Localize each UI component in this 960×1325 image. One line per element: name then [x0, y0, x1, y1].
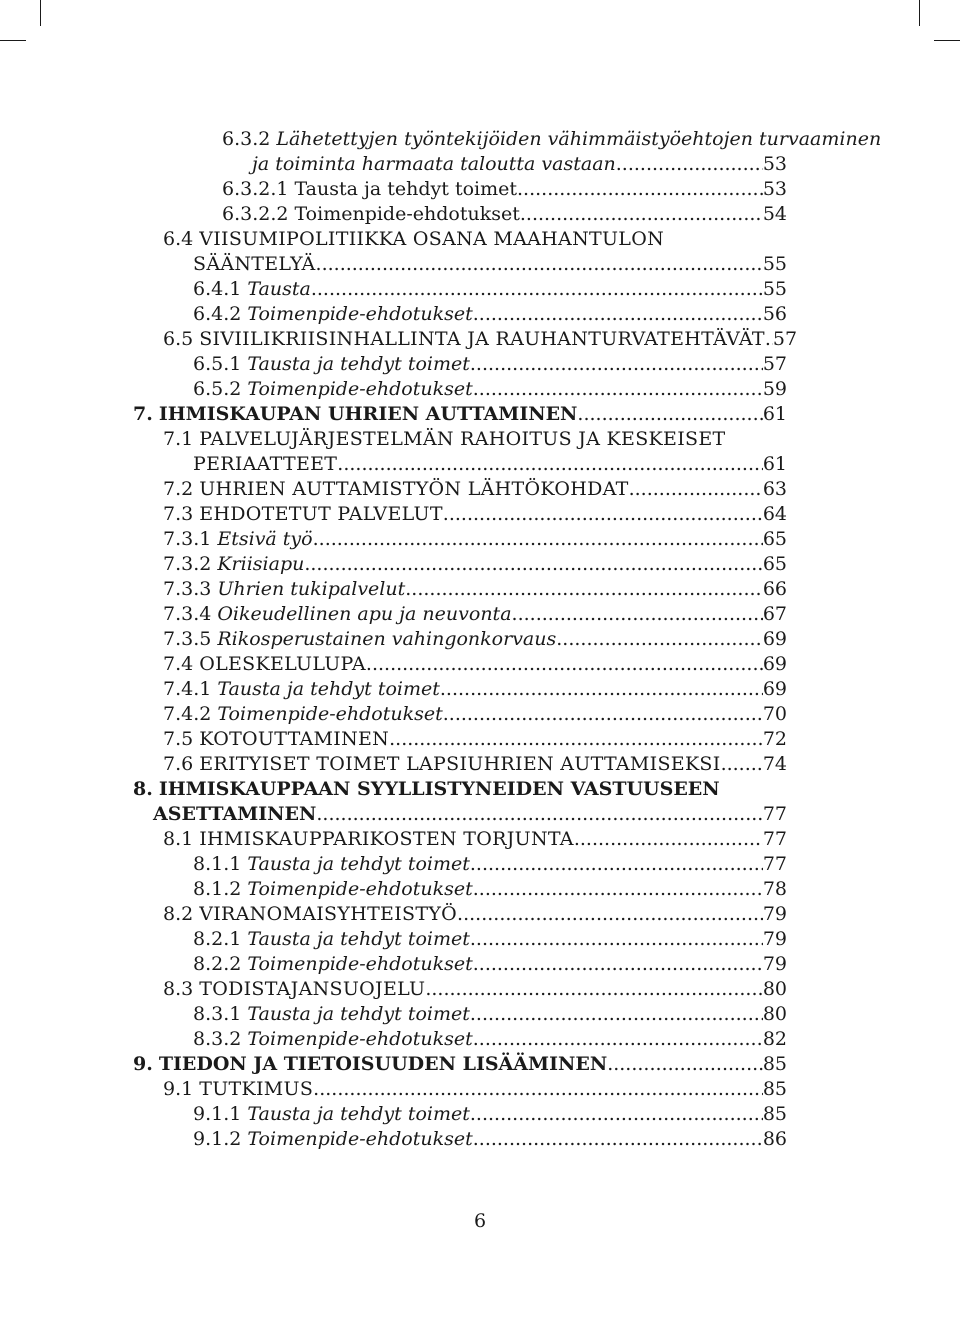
toc-entry-page: 77 [762, 853, 787, 875]
toc-entry-title: Lähetettyjen työntekijöiden vähimmäistyöehtojen turvaaminen [276, 128, 882, 150]
dot-leader [473, 951, 763, 977]
toc-entry-number: 8.3.2 [193, 1028, 242, 1050]
toc-entry-number: 7.3.2 [163, 553, 212, 575]
toc-entry-page: 55 [762, 253, 787, 275]
toc-entry-number: 7.2 [163, 478, 194, 500]
toc-entry [252, 151, 787, 177]
toc-entry-title: Tausta ja tehdyt toimet [247, 1003, 470, 1025]
toc-entry-page: 79 [762, 928, 787, 950]
toc-entry-page: 69 [762, 678, 787, 700]
toc-entry-page: 59 [762, 378, 787, 400]
toc-entry-page: 79 [762, 953, 787, 975]
toc-entry-number: 6.4.2 [193, 303, 242, 325]
toc-entry-page: 57 [762, 353, 787, 375]
toc-entry-number: 8.3 [163, 978, 194, 1000]
toc-entry-number: 7.6 [163, 753, 194, 775]
toc-entry [193, 301, 787, 327]
toc-entry-number: 7.3.1 [163, 528, 212, 550]
toc-entry-number: 8.1.1 [193, 853, 242, 875]
toc-entry-number: 7.4.1 [163, 678, 212, 700]
toc-entry-page: 66 [762, 578, 787, 600]
toc-entry [193, 926, 787, 952]
toc-entry-title: UHRIEN AUTTAMISTYÖN LÄHTÖKOHDAT [199, 478, 629, 500]
page-number: 6 [473, 1210, 487, 1232]
toc-entry-page: 86 [762, 1128, 787, 1150]
dot-leader [316, 251, 763, 277]
toc-entry [163, 901, 787, 927]
dot-leader [457, 901, 763, 927]
dot-leader [313, 1076, 763, 1102]
toc-entry [163, 726, 787, 752]
toc-entry [193, 1026, 787, 1052]
toc-entry [193, 276, 787, 302]
toc-entry-page: 82 [762, 1028, 787, 1050]
toc-entry-title: VIISUMIPOLITIIKKA OSANA MAAHANTULON [199, 228, 665, 250]
toc-entry-page: 85 [762, 1053, 787, 1075]
toc-entry-page: 70 [762, 703, 787, 725]
toc-entry-title: IHMISKAUPAN UHRIEN AUTTAMINEN [158, 403, 578, 425]
dot-leader [577, 401, 762, 427]
dot-leader [443, 501, 763, 527]
toc-entry-number: 7.3.4 [163, 603, 212, 625]
toc-entry-page: 77 [762, 803, 787, 825]
toc-entry-page: 65 [762, 553, 787, 575]
dot-leader [520, 201, 763, 227]
toc-entry-title: IHMISKAUPPAAN SYYLLISTYNEIDEN VASTUUSEEN [158, 778, 720, 800]
toc-entry [222, 176, 787, 202]
toc-entry-page: 65 [762, 528, 787, 550]
toc-entry-number: 7.1 [163, 428, 194, 450]
toc-entry-number: 8.1 [163, 828, 194, 850]
toc-entry-number: 7.3.5 [163, 628, 212, 650]
dot-leader [366, 651, 763, 677]
toc-entry-page: 64 [762, 503, 787, 525]
toc-entry-page: 69 [762, 653, 787, 675]
toc-entry-number: 7.4 [163, 653, 194, 675]
toc-entry-title: SIVIILIKRIISINHALLINTA JA RAUHANTURVATEHTÄVÄT [199, 328, 765, 350]
toc-entry [163, 751, 787, 777]
toc-entry-title: Toimenpide-ehdotukset [247, 1128, 473, 1150]
dot-leader [721, 751, 763, 777]
dot-leader [440, 676, 763, 702]
toc-entry [222, 126, 882, 152]
toc-entry-title: Tausta ja tehdyt toimet [247, 353, 470, 375]
toc-entry [193, 1001, 787, 1027]
toc-entry-title-continued: ja toiminta harmaata taloutta vastaan [252, 153, 616, 175]
toc-entry-page: 53 [762, 178, 787, 200]
toc-entry-title: ERITYISET TOIMET LAPSIUHRIEN AUTTAMISEKSI [199, 753, 721, 775]
toc-entry [163, 826, 787, 852]
toc-entry [193, 951, 787, 977]
toc-entry-title: Toimenpide-ehdotukset [294, 203, 520, 225]
toc-entry-title: Toimenpide-ehdotukset [217, 703, 443, 725]
toc-entry-title: Kriisiapu [217, 553, 305, 575]
toc-entry-title: TODISTAJANSUOJELU [199, 978, 426, 1000]
toc-entry [193, 851, 787, 877]
toc-entry [193, 351, 787, 377]
dot-leader [405, 576, 763, 602]
toc-entry-number: 7.3.3 [163, 578, 212, 600]
toc-entry-number: 6.3.2.2 [222, 203, 289, 225]
toc-entry [153, 801, 787, 827]
toc-entry [163, 551, 787, 577]
toc-entry-page: 67 [762, 603, 787, 625]
dot-leader [311, 276, 763, 302]
toc-entry [193, 451, 787, 477]
dot-leader [470, 1101, 763, 1127]
toc-entry-page: 85 [762, 1078, 787, 1100]
toc-entry [163, 601, 787, 627]
toc-entry-title: Tausta ja tehdyt toimet [294, 178, 517, 200]
toc-entry-title: Toimenpide-ehdotukset [247, 303, 473, 325]
dot-leader [313, 526, 763, 552]
toc-entry-page: 61 [762, 453, 787, 475]
toc-entry-title: Toimenpide-ehdotukset [247, 878, 473, 900]
toc-entry-number: 6.5 [163, 328, 194, 350]
toc-entry-title: Toimenpide-ehdotukset [247, 953, 473, 975]
toc-entry [163, 651, 787, 677]
toc-entry-number: 6.5.2 [193, 378, 242, 400]
dot-leader [470, 851, 763, 877]
toc-entry-number: 8.2.1 [193, 928, 242, 950]
dot-leader [337, 451, 763, 477]
toc-entry-title: Tausta ja tehdyt toimet [247, 928, 470, 950]
toc-entry-number: 6.5.1 [193, 353, 242, 375]
toc-entry-number: 6.3.2 [222, 128, 271, 150]
toc-entry-title: Uhrien tukipalvelut [217, 578, 406, 600]
toc-entry [222, 201, 787, 227]
toc-entry-number: 9.1.1 [193, 1103, 242, 1125]
toc-entry-title-continued: ASETTAMINEN [153, 803, 317, 825]
dot-leader [616, 151, 763, 177]
toc-entry [163, 476, 787, 502]
toc-entry-number: 8.3.1 [193, 1003, 242, 1025]
dot-leader [473, 376, 763, 402]
toc-entry-page: 56 [762, 303, 787, 325]
dot-leader [470, 1001, 763, 1027]
dot-leader [473, 876, 763, 902]
toc-entry-page: 54 [762, 203, 787, 225]
toc-entry-title: PALVELUJÄRJESTELMÄN RAHOITUS JA KESKEISET [199, 428, 726, 450]
dot-leader [629, 476, 763, 502]
dot-leader [316, 801, 762, 827]
toc-entry [193, 376, 787, 402]
dot-leader [425, 976, 762, 1002]
toc-entry-title-continued: SÄÄNTELYÄ [193, 253, 316, 275]
toc-entry-page: 53 [762, 153, 787, 175]
toc-entry-number: 7.3 [163, 503, 194, 525]
toc-entry-number: 8.1.2 [193, 878, 242, 900]
toc-entry [163, 976, 787, 1002]
dot-leader [473, 301, 763, 327]
toc-entry-title: Tausta ja tehdyt toimet [217, 678, 440, 700]
toc-entry-title: Etsivä työ [217, 528, 313, 550]
dot-leader [443, 701, 763, 727]
toc-entry [163, 226, 787, 252]
toc-entry-title: IHMISKAUPPARIKOSTEN TORJUNTA [199, 828, 574, 850]
toc-entry-title: Oikeudellinen apu ja neuvonta [217, 603, 512, 625]
toc-entry-number: 9.1.2 [193, 1128, 242, 1150]
dot-leader [470, 351, 763, 377]
toc-entry-page: 78 [762, 878, 787, 900]
dot-leader [607, 1051, 763, 1077]
toc-entry-page: 79 [762, 903, 787, 925]
toc-entry [163, 1076, 787, 1102]
toc-entry [133, 401, 787, 427]
toc-entry [163, 501, 787, 527]
toc-entry-number: 7.5 [163, 728, 194, 750]
toc-entry-page: 69 [762, 628, 787, 650]
dot-leader [512, 601, 763, 627]
toc-entry-page: 61 [762, 403, 787, 425]
toc-entry-title: Toimenpide-ehdotukset [247, 1028, 473, 1050]
toc-entry [163, 626, 787, 652]
toc-entry-number: 6.4.1 [193, 278, 242, 300]
toc-entry [193, 1126, 787, 1152]
toc-entry-page: 57 [772, 328, 798, 350]
toc-entry-title: VIRANOMAISYHTEISTYÖ [199, 903, 458, 925]
toc-entry-title: Rikosperustainen vahingonkorvaus [217, 628, 557, 650]
toc-entry-number: 8.2 [163, 903, 194, 925]
toc-entry-title: TIEDON JA TIETOISUUDEN LISÄÄMINEN [158, 1053, 608, 1075]
toc-entry-number: 7. [133, 403, 153, 425]
toc-entry-number: 6.4 [163, 228, 194, 250]
toc-entry-title: OLESKELULUPA [199, 653, 366, 675]
toc-entry [163, 326, 798, 352]
toc-entry [163, 701, 787, 727]
dot-leader [473, 1026, 763, 1052]
dot-leader [473, 1126, 763, 1152]
dot-leader [304, 551, 762, 577]
toc-entry [163, 676, 787, 702]
toc-entry-title: TUTKIMUS [199, 1078, 314, 1100]
toc-entry-page: 55 [762, 278, 787, 300]
toc-entry-page: 80 [762, 978, 787, 1000]
toc-entry-page: 85 [762, 1103, 787, 1125]
toc-entry [193, 251, 787, 277]
toc-entry-number: 6.3.2.1 [222, 178, 289, 200]
dot-leader [389, 726, 763, 752]
dot-leader [574, 826, 763, 852]
toc-entry-title: Tausta [247, 278, 311, 300]
toc-entry-page: 63 [762, 478, 787, 500]
toc-entry [133, 776, 787, 802]
dot-leader [765, 326, 773, 352]
toc-entry [163, 526, 787, 552]
toc-entry-number: 9.1 [163, 1078, 194, 1100]
toc-entry [163, 426, 787, 452]
toc-entry-page: 80 [762, 1003, 787, 1025]
toc-entry [133, 1051, 787, 1077]
toc-entry-number: 7.4.2 [163, 703, 212, 725]
toc-entry-title: KOTOUTTAMINEN [199, 728, 390, 750]
toc-entry-title: Tausta ja tehdyt toimet [247, 853, 470, 875]
toc-entry-title-continued: PERIAATTEET [193, 453, 338, 475]
dot-leader [470, 926, 763, 952]
dot-leader [556, 626, 763, 652]
toc-entry-title: Toimenpide-ehdotukset [247, 378, 473, 400]
toc-entry-page: 72 [762, 728, 787, 750]
toc-entry-page: 77 [762, 828, 787, 850]
toc-entry-title: EHDOTETUT PALVELUT [199, 503, 443, 525]
toc-entry [163, 576, 787, 602]
toc-entry-page: 74 [762, 753, 787, 775]
dot-leader [517, 176, 763, 202]
toc-entry [193, 876, 787, 902]
toc-entry-number: 9. [133, 1053, 153, 1075]
toc-entry-number: 8.2.2 [193, 953, 242, 975]
toc-entry-title: Tausta ja tehdyt toimet [247, 1103, 470, 1125]
toc-entry [193, 1101, 787, 1127]
toc-entry-number: 8. [133, 778, 153, 800]
